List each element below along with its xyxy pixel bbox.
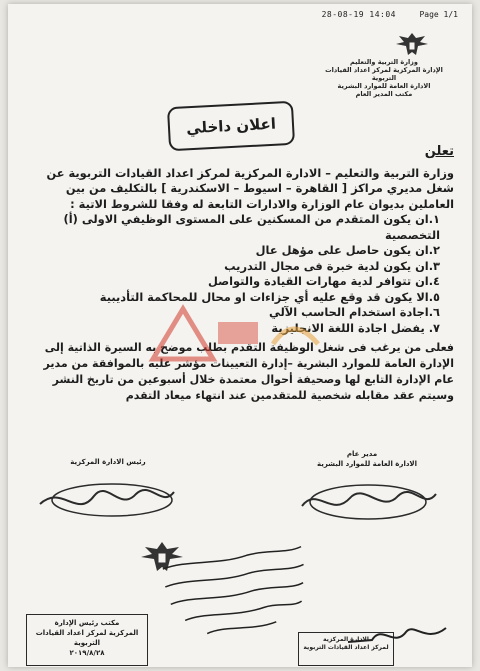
right-signature-icon xyxy=(292,474,442,532)
condition-item: ٦.اجادة استخدام الحاسب الآلي xyxy=(268,305,440,319)
organization-header xyxy=(314,58,454,98)
stamp-line: المركزية لمركز اعداد القيادات التربوية xyxy=(35,629,139,647)
condition-item: ١.ان يكون المتقدم من المسكنين على المستوى الوظيفي الاولى (أ) التخصصية xyxy=(63,212,440,242)
intro-paragraph: وزارة التربية والتعليم – الادارة المركزية لمركز اعداد القيادات التربوية عن شغل مديري مراكز [ القاهرة – اسيوط – الاسكندرية ] بالتكليف من بين العاملين بديوان عام الوزارة والادارات التابعة له وفقا للشروط الاتية : xyxy=(46,165,454,211)
condition-item: ٧. يفضل اجادة اللغة الانجليزية xyxy=(271,320,440,335)
org-line: وزارة التربية والتعليم xyxy=(350,58,418,66)
fax-timestamp: 28-08-19 14:04 xyxy=(321,10,396,19)
right-signatory-department: الادارة العامة للموارد البشرية xyxy=(316,460,418,468)
stamp-line: الادارة المركزية xyxy=(323,636,369,643)
stamp-line: مكتب رئيس الإدارة xyxy=(54,619,120,627)
condition-item: ٣.ان يكون لدية خبرة فى مجال التدريب xyxy=(224,258,440,273)
fax-page-number: Page 1/1 xyxy=(419,10,458,19)
handwritten-note-icon xyxy=(156,539,317,649)
condition-item: ٢.ان يكون حاصل على مؤهل عال xyxy=(255,243,440,257)
bottom-signature-icon xyxy=(342,614,452,654)
right-signatory-title: مدير عام xyxy=(346,450,378,458)
eagle-emblem-icon xyxy=(392,30,432,58)
office-stamp-left xyxy=(26,614,148,666)
document-title: اعلان داخلي xyxy=(167,101,295,152)
left-signatory-title: رئيس الادارة المركزية xyxy=(70,458,146,466)
condition-item: ٤.ان تتوافر لدية مهارات القيادة والتواصل xyxy=(207,274,440,288)
document-page xyxy=(8,4,472,667)
announcement-body xyxy=(22,144,454,404)
org-line: مكتب المدير العام xyxy=(355,90,413,98)
stamp-date: ٢٠١٩/٨/٢٨ xyxy=(69,649,105,657)
announce-heading: تعلن xyxy=(424,144,454,159)
watermark-logo-icon xyxy=(143,304,343,364)
closing-paragraph: فعلى من يرغب فى شغل الوظيفة التقدم بطلب موضح به السيرة الذاتية إلى الإدارة العامة للموارد البشرية –إدارة التعيينات مؤشر عليه بالموافقة من مدير عام الإدارة التابع لها وصحيفة أحوال معتمدة خلال أسبوعين من تاريخ النشر وسيتم عقد مقابله شخصية للمتقدمين عند انتهاء ميعاد التقدم xyxy=(43,341,454,402)
org-line: الإدارة المركزية لمركز اعداد القيادات التربوية xyxy=(325,66,443,82)
left-signature-icon xyxy=(32,474,182,532)
condition-item: ٥.الا يكون قد وقع عليه أي جزاءات او محال للمحاكمة التأديبية xyxy=(99,289,440,304)
org-line: الادارة العامة للموارد البشرية xyxy=(337,82,431,90)
stamp-line: لمركز اعداد القيادات التربوية xyxy=(303,644,389,651)
